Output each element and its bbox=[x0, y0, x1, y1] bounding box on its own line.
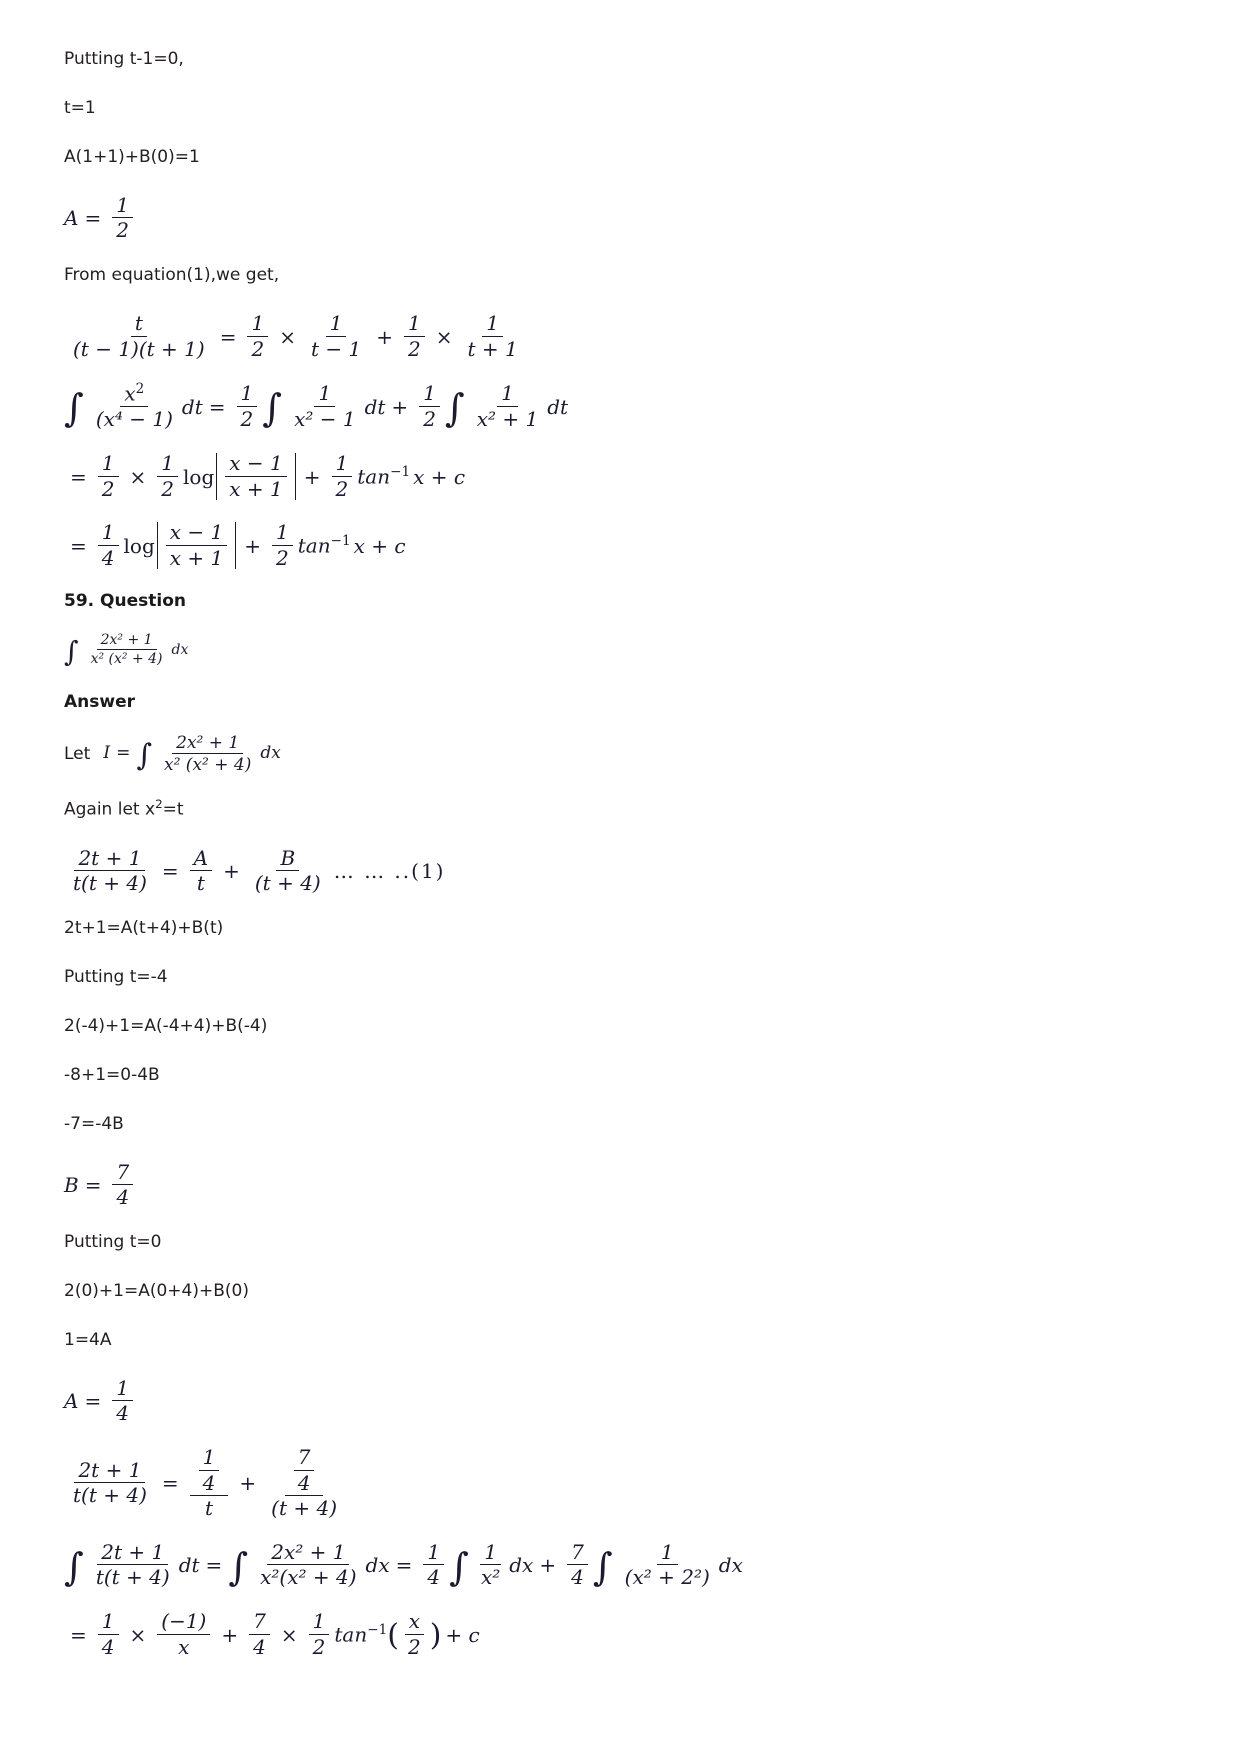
fraction-denominator: x²(x² + 4) bbox=[260, 1565, 357, 1590]
fraction-integrand-3 bbox=[473, 380, 543, 431]
fraction-one-fourth bbox=[199, 1444, 220, 1495]
fraction-numerator: 1 bbox=[98, 1611, 119, 1635]
equation-a-equals-half bbox=[64, 192, 1176, 243]
differential-dx: dx bbox=[718, 1553, 743, 1578]
question-heading-59: 59. Question bbox=[64, 591, 186, 612]
fraction-denominator: x bbox=[178, 1634, 190, 1659]
equals-sign: = bbox=[208, 394, 226, 419]
fraction-log-argument bbox=[225, 450, 286, 501]
equals-sign: = bbox=[84, 1173, 102, 1198]
text-line-simplify-1: -8+1=0-4B bbox=[64, 1064, 160, 1085]
text-line-expand-t-minus-4: 2(-4)+1=A(-4+4)+B(-4) bbox=[64, 1015, 268, 1036]
fraction-denominator: 2 bbox=[312, 1634, 326, 1659]
equation-final-integral bbox=[64, 1539, 1176, 1590]
text-line-again-let bbox=[64, 796, 1176, 822]
fraction-denominator: 2 bbox=[116, 218, 129, 243]
fraction-coeff-1 bbox=[98, 1608, 119, 1659]
fraction-coeff-2 bbox=[249, 1608, 270, 1659]
fraction-denominator: 2 bbox=[101, 476, 115, 501]
fraction-question-integrand bbox=[87, 633, 167, 667]
equation-reference-1: … … ..(1) bbox=[333, 859, 446, 884]
fraction-coeff-3 bbox=[309, 1608, 330, 1659]
again-let-text: Again let x bbox=[64, 799, 156, 820]
equals-sign: = bbox=[84, 1389, 102, 1414]
fraction-numerator: 1 bbox=[272, 522, 293, 546]
fraction-coeff-2 bbox=[419, 380, 440, 431]
answer-heading: Answer bbox=[64, 691, 135, 712]
fraction-integrand bbox=[160, 734, 255, 775]
arctan-function: $\tan^{-1}$ bbox=[297, 533, 351, 559]
fraction-denominator: (t + 4) bbox=[254, 871, 321, 896]
fraction-coeff-2 bbox=[157, 450, 178, 501]
differential-dx: dx bbox=[365, 1553, 390, 1578]
fraction-denominator: t bbox=[196, 871, 205, 896]
equals-sign: = bbox=[205, 1553, 223, 1578]
integral-icon: ∫ bbox=[444, 386, 465, 431]
times-sign: × bbox=[435, 324, 453, 349]
let-label: Let bbox=[64, 743, 91, 764]
fraction-denominator: t + 1 bbox=[467, 336, 518, 361]
fraction-numerator: $x^2$ bbox=[120, 382, 148, 407]
arctan-function: $\tan^{-1}$ bbox=[334, 1622, 388, 1647]
fraction-denominator: x + 1 bbox=[229, 476, 283, 501]
fraction-numerator: 1 bbox=[497, 383, 518, 407]
fraction-coeff-1 bbox=[237, 380, 258, 431]
fraction-numerator: 1 bbox=[199, 1447, 220, 1471]
fraction-numerator: x − 1 bbox=[225, 453, 286, 477]
fraction-term-2 bbox=[463, 310, 521, 361]
fraction-numerator: 7 bbox=[249, 1611, 270, 1635]
fraction-integrand-2 bbox=[290, 380, 360, 431]
open-paren: ( bbox=[387, 1618, 399, 1653]
fraction-denominator: t − 1 bbox=[310, 336, 362, 361]
integral-icon: ∫ bbox=[449, 1545, 469, 1590]
fraction-b-over-t4 bbox=[251, 845, 325, 896]
integral-icon: ∫ bbox=[64, 1545, 84, 1590]
fraction-numerator bbox=[190, 1444, 229, 1496]
differential-dx: dx bbox=[171, 642, 189, 659]
plus-sign: + bbox=[244, 533, 261, 558]
differential-dt: dt bbox=[547, 394, 569, 419]
text-line-putting-t-1: Putting t-1=0, bbox=[64, 49, 184, 69]
fraction-denominator: t(t + 4) bbox=[73, 1483, 147, 1508]
text-line-simplify-2: -7=-4B bbox=[64, 1113, 124, 1134]
equation-partial-fraction-ab bbox=[64, 845, 1176, 896]
fraction-numerator: A bbox=[190, 848, 212, 872]
text-line-t-equals-1: t=1 bbox=[64, 97, 96, 118]
fraction-denominator: 2 bbox=[407, 1634, 421, 1659]
fraction-coeff-1 bbox=[98, 450, 119, 501]
plus-sign: + bbox=[539, 1553, 557, 1578]
fraction-numerator: 7 bbox=[567, 1542, 588, 1566]
fraction-denominator: 4 bbox=[427, 1565, 441, 1590]
text-line-simplify-3: 1=4A bbox=[64, 1329, 112, 1350]
differential-dx: dx bbox=[509, 1553, 534, 1578]
var-a: A bbox=[64, 1389, 79, 1414]
text-line-putting-t-minus-4: Putting t=-4 bbox=[64, 967, 168, 987]
fraction-denominator: 2 bbox=[161, 476, 174, 501]
fraction-numerator: 7 bbox=[112, 1162, 133, 1186]
differential-dx: dx bbox=[260, 743, 281, 764]
fraction-denominator: x² + 1 bbox=[476, 406, 539, 431]
absolute-value-group bbox=[157, 522, 236, 569]
fraction-numerator: 1 bbox=[314, 383, 335, 407]
fraction-numerator: 1 bbox=[480, 1542, 501, 1566]
fraction-lhs bbox=[69, 310, 209, 361]
fraction-lhs bbox=[69, 1457, 151, 1508]
fraction-denominator: x + 1 bbox=[169, 545, 224, 570]
equals-sign: = bbox=[70, 533, 87, 558]
equals-sign: = bbox=[70, 1622, 87, 1647]
fraction-integrand-x2-4 bbox=[621, 1539, 714, 1590]
fraction-term-1 bbox=[307, 310, 365, 361]
text-line-expand-t-0: 2(0)+1=A(0+4)+B(0) bbox=[64, 1280, 249, 1301]
fraction-numerator: x bbox=[405, 1611, 424, 1635]
fraction-numerator: 1 bbox=[326, 313, 347, 337]
fraction-coeff-1 bbox=[98, 522, 119, 569]
variable-i: I bbox=[103, 743, 111, 764]
fraction-nested-2 bbox=[267, 1444, 341, 1521]
fraction-seven-fourths bbox=[294, 1444, 315, 1495]
fraction-denominator: (t − 1)(t + 1) bbox=[73, 336, 205, 361]
fraction-numerator: B bbox=[276, 848, 299, 872]
integral-icon: ∫ bbox=[64, 635, 79, 669]
text-line-from-equation-1: From equation(1),we get, bbox=[64, 265, 280, 285]
fraction-log-argument bbox=[166, 522, 227, 569]
fraction-denominator: 2 bbox=[276, 545, 289, 570]
differential-dt: dt bbox=[181, 394, 203, 419]
fraction-integrand-x2 bbox=[477, 1539, 504, 1590]
arctan-function: $\tan^{-1}$ bbox=[357, 464, 411, 489]
differential-dt: dt bbox=[178, 1553, 200, 1578]
integral-icon: ∫ bbox=[592, 1545, 613, 1590]
plus-sign: + bbox=[223, 859, 240, 884]
equation-b-value bbox=[64, 1159, 1176, 1210]
fraction-numerator: 2t + 1 bbox=[97, 1542, 168, 1566]
fraction-numerator: 2t + 1 bbox=[74, 848, 145, 872]
result-tail: x + c bbox=[353, 533, 406, 558]
fraction-numerator: 2x² + 1 bbox=[172, 734, 243, 754]
plus-sign: + bbox=[239, 1471, 257, 1496]
fraction-denominator: (t + 4) bbox=[271, 1496, 337, 1521]
fraction-numerator: 7 bbox=[294, 1447, 315, 1471]
equals-sign: = bbox=[84, 206, 102, 231]
fraction-numerator: 2t + 1 bbox=[74, 1460, 145, 1484]
fraction-coeff-2 bbox=[404, 310, 425, 361]
fraction-coeff-1 bbox=[423, 1539, 444, 1590]
fraction-integrand-x bbox=[256, 1539, 360, 1590]
fraction-numerator: t bbox=[131, 313, 147, 337]
again-let-tail: =t bbox=[162, 799, 184, 820]
equation-integral-decomposition bbox=[64, 382, 1176, 431]
integral-icon: ∫ bbox=[64, 386, 84, 431]
fraction-coeff-2 bbox=[567, 1539, 588, 1590]
equation-a-value bbox=[64, 1375, 1176, 1426]
times-sign: × bbox=[279, 324, 296, 349]
fraction-denominator: 2 bbox=[407, 336, 421, 361]
plus-sign: + bbox=[221, 1622, 239, 1647]
fraction-numerator: 1 bbox=[657, 1542, 678, 1566]
times-sign: × bbox=[129, 464, 147, 489]
equals-sign: = bbox=[161, 1471, 179, 1496]
fraction-denominator: x² − 1 bbox=[294, 406, 356, 431]
fraction-denominator: x² (x² + 4) bbox=[164, 754, 252, 775]
fraction-denominator: 4 bbox=[297, 1470, 311, 1495]
fraction-numerator: x − 1 bbox=[166, 522, 227, 546]
fraction-denominator: 4 bbox=[101, 1634, 115, 1659]
fraction-numerator: 1 bbox=[237, 383, 258, 407]
equals-sign: = bbox=[161, 859, 179, 884]
equals-sign: = bbox=[70, 464, 87, 489]
fraction-seven-fourths bbox=[112, 1159, 133, 1210]
fraction-numerator: 1 bbox=[419, 383, 440, 407]
log-function: log bbox=[123, 533, 155, 558]
fraction-denominator: (x⁴ − 1) bbox=[95, 407, 173, 432]
times-sign: × bbox=[129, 1622, 147, 1647]
absolute-value-group bbox=[216, 450, 295, 501]
fraction-numerator bbox=[285, 1444, 324, 1496]
fraction-numerator: 1 bbox=[404, 313, 425, 337]
plus-sign: + bbox=[376, 324, 393, 349]
text-line-putting-t-0: Putting t=0 bbox=[64, 1231, 162, 1252]
exponent-2: 2 bbox=[155, 797, 163, 812]
close-paren: ) bbox=[429, 1618, 442, 1653]
equation-final-result bbox=[64, 1608, 1176, 1659]
fraction-numerator: 1 bbox=[332, 453, 353, 477]
fraction-numerator: 2x² + 1 bbox=[97, 633, 157, 650]
equals-sign: = bbox=[395, 1553, 413, 1578]
integral-icon: ∫ bbox=[136, 737, 152, 773]
equals-sign: = bbox=[219, 324, 237, 349]
fraction-one-fourth bbox=[112, 1375, 133, 1426]
fraction-denominator: t(t + 4) bbox=[95, 1565, 170, 1590]
fraction-denominator: t bbox=[205, 1496, 214, 1521]
integral-icon: ∫ bbox=[262, 386, 283, 431]
fraction-numerator: 1 bbox=[98, 522, 119, 546]
fraction-denominator: 4 bbox=[116, 1185, 130, 1210]
log-function: log bbox=[183, 464, 215, 489]
integral-icon: ∫ bbox=[228, 1545, 249, 1590]
fraction-integrand-t bbox=[92, 1539, 174, 1590]
fraction-a-over-t bbox=[190, 845, 212, 896]
fraction-denominator: 2 bbox=[335, 476, 349, 501]
fraction-numerator: 2x² + 1 bbox=[267, 1542, 349, 1566]
fraction-denominator: 2 bbox=[240, 406, 254, 431]
differential-dt: dt bbox=[364, 394, 386, 419]
fraction-coeff-1 bbox=[247, 310, 268, 361]
equation-result-step-1 bbox=[64, 450, 1176, 501]
fraction-denominator: 4 bbox=[253, 1634, 266, 1659]
fraction-denominator: 4 bbox=[101, 545, 115, 570]
question-59-expression bbox=[64, 633, 1176, 667]
fraction-numerator: 1 bbox=[482, 313, 503, 337]
text-line-a-b-equation: A(1+1)+B(0)=1 bbox=[64, 146, 200, 167]
fraction-lhs bbox=[69, 845, 151, 896]
fraction-denominator: 4 bbox=[571, 1565, 584, 1590]
fraction-minus-one-over-x bbox=[157, 1608, 210, 1659]
equation-let-i bbox=[64, 734, 1176, 775]
fraction-coeff-3 bbox=[332, 450, 353, 501]
var-a: A bbox=[64, 206, 79, 231]
fraction-numerator: 1 bbox=[309, 1611, 330, 1635]
var-b: B bbox=[64, 1173, 79, 1198]
fraction-numerator: (−1) bbox=[157, 1611, 210, 1635]
plus-sign: + bbox=[391, 394, 409, 419]
fraction-numerator: 1 bbox=[157, 453, 178, 477]
fraction-denominator: x² bbox=[480, 1565, 501, 1590]
equation-partial-values bbox=[64, 1444, 1176, 1521]
times-sign: × bbox=[280, 1622, 298, 1647]
result-tail: x + c bbox=[413, 464, 466, 489]
fraction-numerator: 1 bbox=[423, 1542, 444, 1566]
fraction-numerator: 1 bbox=[247, 313, 268, 337]
fraction-numerator: 1 bbox=[112, 195, 133, 219]
fraction-nested-1 bbox=[190, 1444, 229, 1521]
fraction-coeff-2 bbox=[272, 522, 293, 569]
fraction-denominator: (x² + 2²) bbox=[624, 1565, 710, 1590]
fraction-denominator: 2 bbox=[251, 336, 265, 361]
equation-partial-fraction-t bbox=[64, 310, 1176, 361]
equals-sign: = bbox=[116, 743, 131, 764]
equation-result-step-2 bbox=[64, 522, 1176, 569]
fraction-denominator: 2 bbox=[423, 406, 436, 431]
fraction-integrand-1 bbox=[92, 382, 177, 431]
fraction-denominator: x² (x² + 4) bbox=[90, 651, 163, 668]
fraction-numerator: 1 bbox=[112, 1378, 133, 1402]
fraction-numerator: 1 bbox=[98, 453, 119, 477]
result-tail: + c bbox=[445, 1622, 480, 1647]
fraction-one-half bbox=[112, 192, 133, 243]
fraction-x-over-2 bbox=[404, 1608, 425, 1659]
fraction-denominator: t(t + 4) bbox=[73, 871, 147, 896]
plus-sign: + bbox=[303, 464, 321, 489]
fraction-denominator: 4 bbox=[116, 1401, 129, 1426]
text-line-2t1-expansion: 2t+1=A(t+4)+B(t) bbox=[64, 918, 224, 939]
fraction-denominator: 4 bbox=[202, 1470, 216, 1495]
